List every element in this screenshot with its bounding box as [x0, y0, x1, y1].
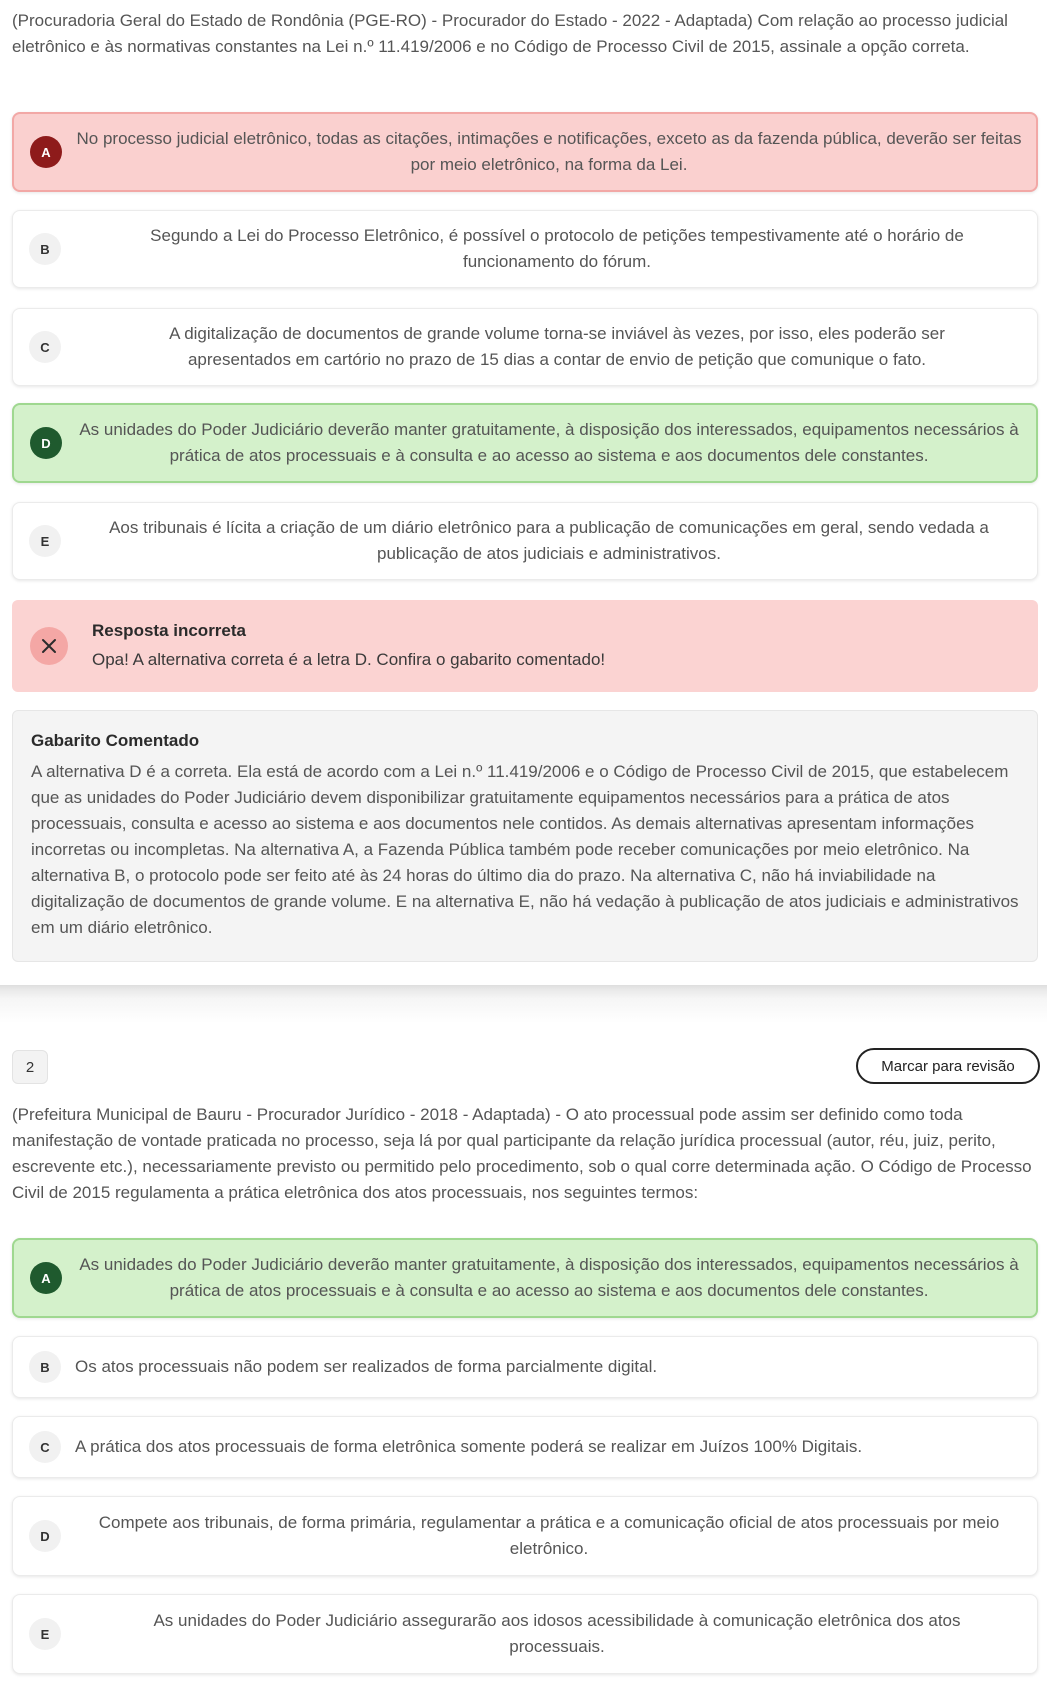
q1-option-c[interactable] [12, 308, 1038, 386]
q2-option-d[interactable] [12, 1496, 1038, 1576]
question-divider [0, 985, 1047, 1023]
quiz-page [12, 0, 1040, 1656]
gabarito-title: Gabarito Comentado [31, 731, 200, 750]
q2-option-e-letter: E [29, 1618, 61, 1650]
q2-option-b-letter: B [29, 1351, 61, 1383]
q1-option-e-letter: E [29, 525, 61, 557]
q1-option-a-letter: A [30, 136, 62, 168]
q2-option-c-text: A prática dos atos processuais de forma eletrônica somente poderá se realizar em Juízos 100% Digitais. [75, 1437, 863, 1456]
answer-feedback-incorrect [12, 600, 1038, 692]
q2-option-c[interactable] [12, 1416, 1038, 1478]
question-1-text: (Procuradoria Geral do Estado de Rondônia (PGE-RO) - Procurador do Estado - 2022 - Adaptada) Com relação ao processo judicial eletrônico e às normativas constantes na Lei n.º 11.419/2006 e no Código de Processo Civil de 2015, assinale a opção correta. [12, 11, 1008, 56]
feedback-message: Opa! A alternativa correta é a letra D. Confira o gabarito comentado! [92, 650, 606, 669]
q2-option-a-letter: A [30, 1262, 62, 1294]
q1-option-a[interactable] [12, 112, 1038, 192]
q1-option-b-text: Segundo a Lei do Processo Eletrônico, é possível o protocolo de petições tempestivamente até o horário de funcionamento do fórum. [150, 226, 964, 271]
q1-option-c-text: A digitalização de documentos de grande volume torna-se inviável às vezes, por isso, eles poderão ser apresentados em cartório no prazo de 15 dias a contar de envio de petição que comunique o fato. [169, 324, 945, 369]
q2-option-a-text: As unidades do Poder Judiciário deverão manter gratuitamente, à disposição dos interessados, equipamentos necessários à prática de atos processuais e à consulta e ao acesso ao sistema e aos documentos dele constantes. [79, 1255, 1019, 1300]
q1-option-b[interactable] [12, 210, 1038, 288]
q1-option-c-letter: C [29, 331, 61, 363]
q2-option-d-text: Compete aos tribunais, de forma primária, regulamentar a prática e a comunicação oficial de atos processuais por meio eletrônico. [98, 1513, 1000, 1558]
q1-option-e[interactable] [12, 502, 1038, 580]
gabarito-text: A alternativa D é a correta. Ela está de acordo com a Lei n.º 11.419/2006 e o Código de Processo Civil de 2015, que estabelecem que as unidades do Poder Judiciário devem disponibilizar gratuitamente equipamentos necessários para a prática de atos processuais, consulta e acesso ao sistema e aos documentos nele contidos. As demais alternativas apresentam informações incorretas ou incompletas. Na alternativa A, a Fazenda Pública também pode receber comunicações por meio eletrônico. Na alternativa B, o protocolo pode ser feito até às 24 horas do último dia do prazo. Na alternativa C, não há inviabilidade na digitalização de documentos de grande volume. E na alternativa E, não há vedação à publicação de atos judiciais e administrativos em um diário eletrônico. [31, 762, 1019, 937]
close-icon [30, 627, 68, 665]
gabarito-comentado [12, 710, 1038, 962]
q1-option-d-text: As unidades do Poder Judiciário deverão manter gratuitamente, à disposição dos interessados, equipamentos necessários à prática de atos processuais e à consulta e ao acesso ao sistema e aos documentos dele constantes. [79, 420, 1019, 465]
q2-option-b[interactable] [12, 1336, 1038, 1398]
q1-option-b-letter: B [29, 233, 61, 265]
q2-option-e-text: As unidades do Poder Judiciário assegurarão aos idosos acessibilidade à comunicação eletrônica dos atos processuais. [153, 1611, 961, 1656]
question-2-text: (Prefeitura Municipal de Bauru - Procurador Jurídico - 2018 - Adaptada) - O ato processual pode assim ser definido como toda manifestação de vontade praticada no processo, seja lá por qual participante da relação jurídica processual (autor, réu, juiz, perito, escrevente etc.), necessariamente previsto ou permitido pelo procedimento, sob o qual corre determinada ação. O Código de Processo Civil de 2015 regulamenta a prática eletrônica dos atos processuais, nos seguintes termos: [12, 1105, 1032, 1202]
q2-option-a[interactable] [12, 1238, 1038, 1318]
q2-option-d-letter: D [29, 1520, 61, 1552]
q1-option-d[interactable] [12, 403, 1038, 483]
q1-option-e-text: Aos tribunais é lícita a criação de um diário eletrônico para a publicação de comunicações em geral, sendo vedada a publicação de atos judiciais e administrativos. [109, 518, 989, 563]
q2-option-e[interactable] [12, 1594, 1038, 1674]
q2-option-b-text: Os atos processuais não podem ser realizados de forma parcialmente digital. [75, 1357, 658, 1376]
q1-option-a-text: No processo judicial eletrônico, todas as citações, intimações e notificações, exceto as da fazenda pública, deverão ser feitas por meio eletrônico, na forma da Lei. [76, 129, 1022, 174]
mark-for-review-button[interactable]: Marcar para revisão [856, 1048, 1040, 1084]
feedback-title: Resposta incorreta [92, 621, 246, 640]
q2-option-c-letter: C [29, 1431, 61, 1463]
question-2-number: 2 [12, 1050, 48, 1084]
q1-option-d-letter: D [30, 427, 62, 459]
